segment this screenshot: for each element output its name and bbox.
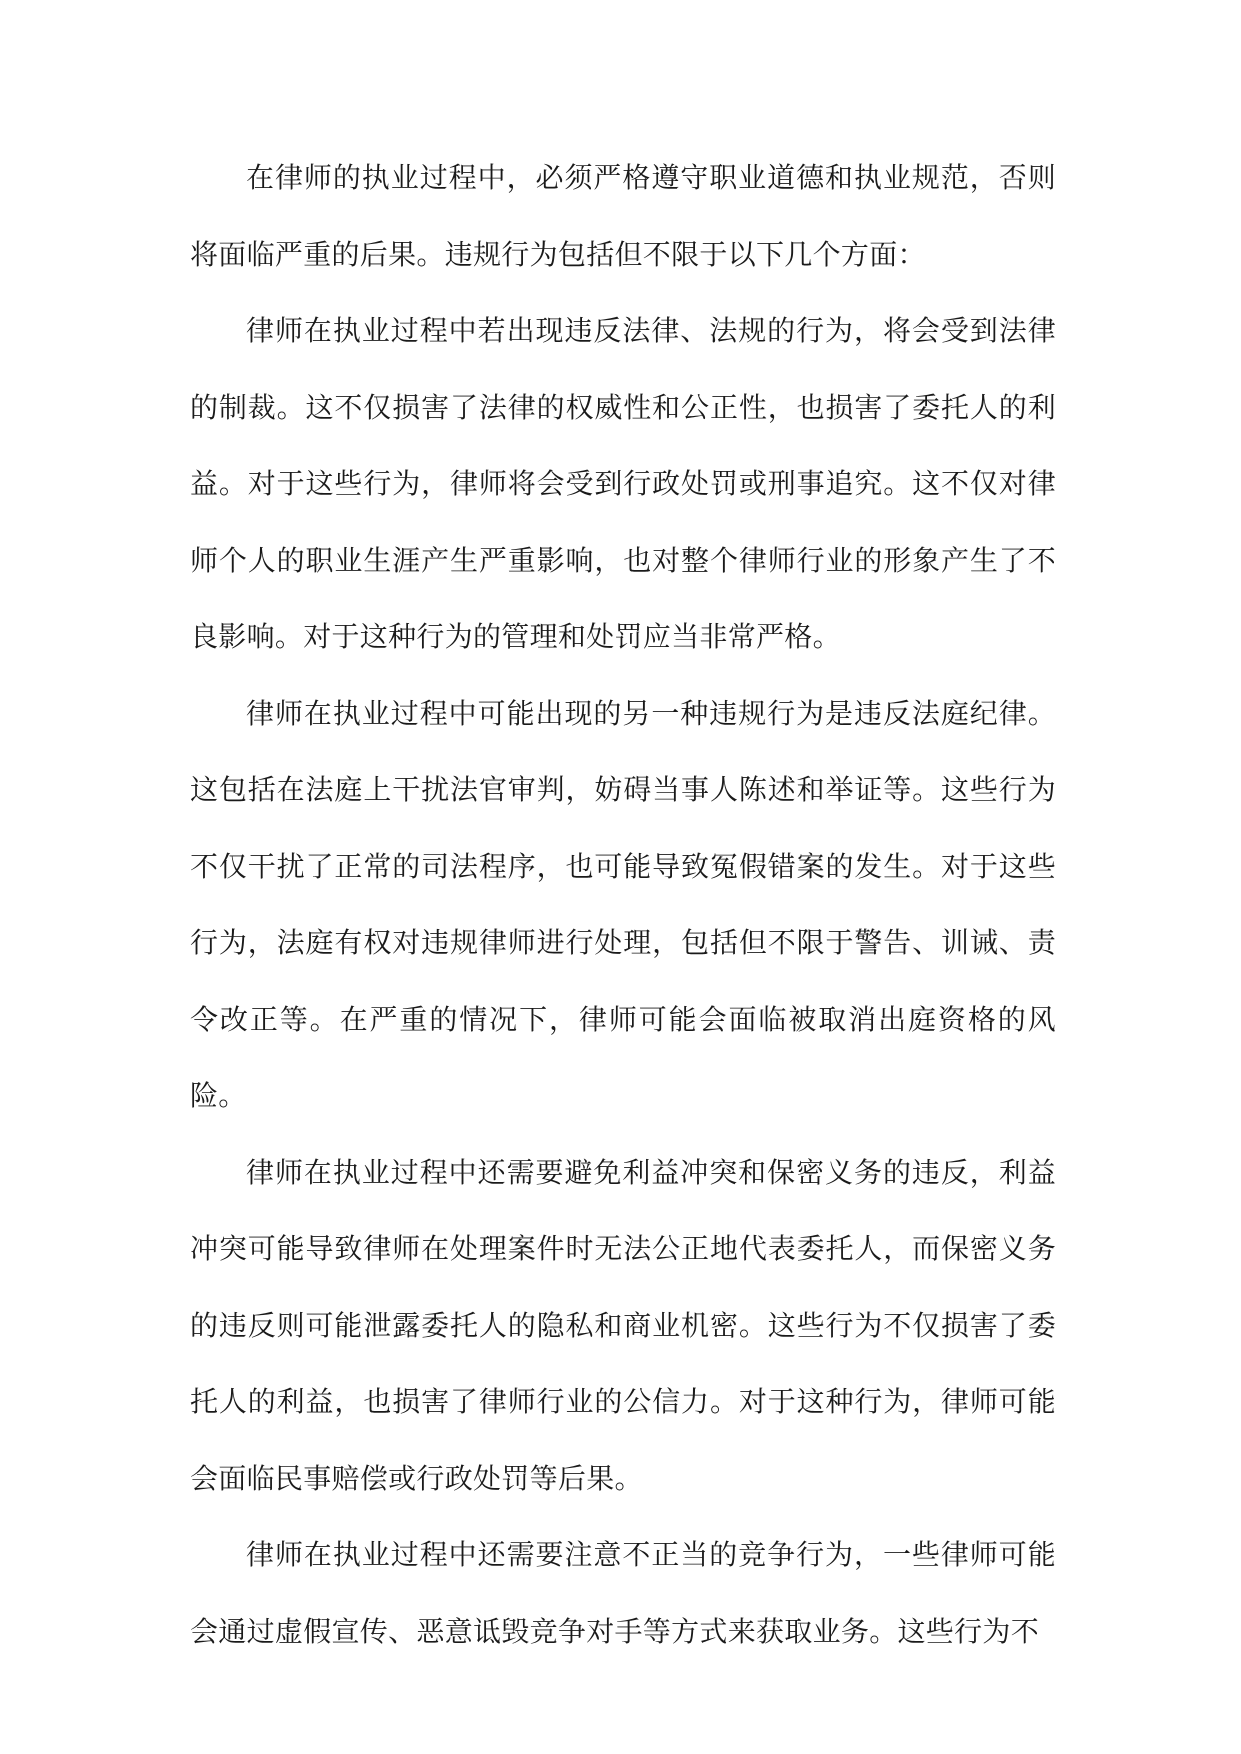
paragraph-unfair-competition: 律师在执业过程中还需要注意不正当的竞争行为，一些律师可能会通过虚假宣传、恶意诋毁竞争对手等方式来获取业务。这些行为不 xyxy=(190,1538,1056,1648)
paragraph-law-violation: 律师在执业过程中若出现违反法律、法规的行为，将会受到法律的制裁。这不仅损害了法律的权威性和公正性，也损害了委托人的利益。对于这些行为，律师将会受到行政处罚或刑事追究。这不仅对律师个人的职业生涯产生严重影响，也对整个律师行业的形象产生了不良影响。对于这种行为的管理和处罚应当非常严格。 xyxy=(190,314,1056,653)
paragraph-court-discipline: 律师在执业过程中可能出现的另一种违规行为是违反法庭纪律。这包括在法庭上干扰法官审判，妨碍当事人陈述和举证等。这些行为不仅干扰了正常的司法程序，也可能导致冤假错案的发生。对于这些行为，法庭有权对违规律师进行处理，包括但不限于警告、训诫、责令改正等。在严重的情况下，律师可能会面临被取消出庭资格的风险。 xyxy=(190,696,1056,1112)
document-body xyxy=(190,140,1056,1670)
paragraph-conflict-confidentiality: 律师在执业过程中还需要避免利益冲突和保密义务的违反，利益冲突可能导致律师在处理案件时无法公正地代表委托人，而保密义务的违反则可能泄露委托人的隐私和商业机密。这些行为不仅损害了委托人的利益，也损害了律师行业的公信力。对于这种行为，律师可能会面临民事赔偿或行政处罚等后果。 xyxy=(190,1155,1056,1495)
paragraph-intro: 在律师的执业过程中，必须严格遵守职业道德和执业规范，否则将面临严重的后果。违规行为包括但不限于以下几个方面： xyxy=(190,161,1056,271)
